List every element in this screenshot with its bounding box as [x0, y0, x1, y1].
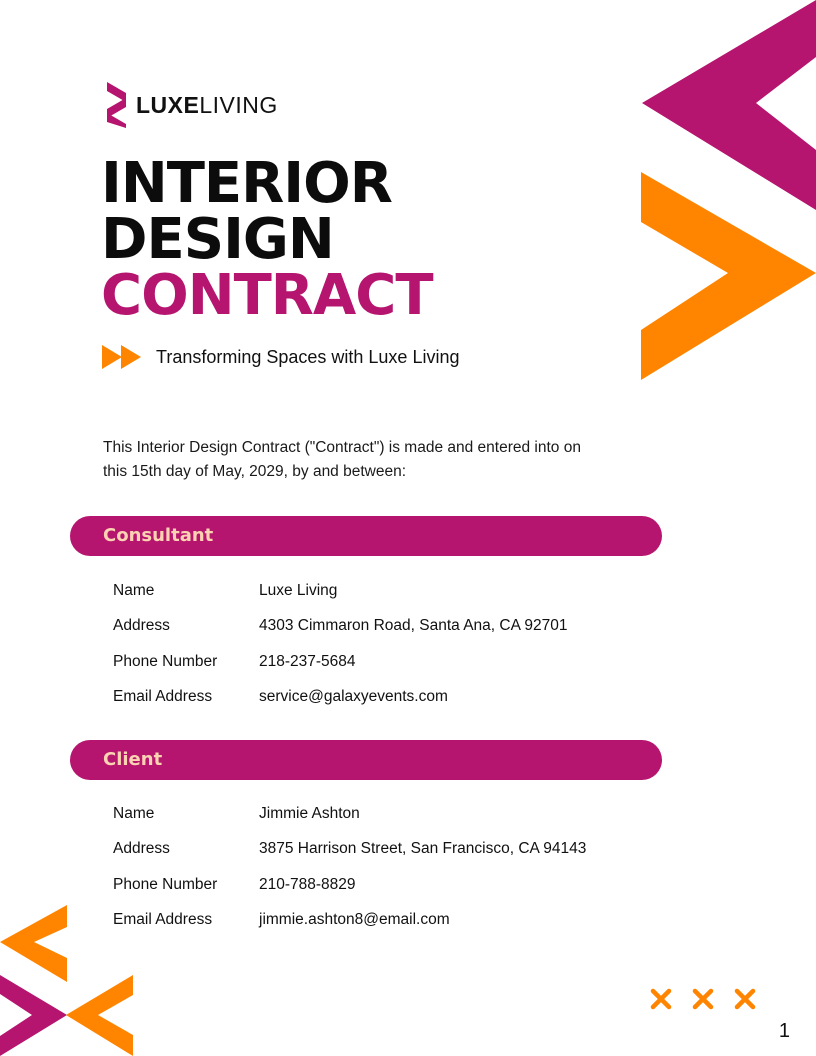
consultant-row-phone: [113, 644, 673, 680]
page-number: 1: [778, 1020, 790, 1042]
consultant-details: [113, 573, 673, 715]
consultant-section-header: [70, 516, 662, 556]
field-label: Address: [113, 840, 170, 858]
client-section-header: [70, 740, 662, 780]
field-value: Jimmie Ashton: [259, 804, 360, 822]
x-mark-icon: [653, 991, 669, 1007]
consultant-row-email: [113, 680, 673, 716]
client-row-phone: [113, 867, 673, 903]
intro-paragraph: This Interior Design Contract ("Contract") is made and entered into on this 15th day of May, 2029, by and between:: [103, 439, 581, 480]
decorative-x-marks: [648, 986, 760, 1012]
client-row-address: [113, 832, 673, 868]
consultant-row-address: [113, 609, 673, 645]
orange-chevron-shape: [0, 905, 67, 982]
orange-chevron-shape: [641, 172, 816, 380]
document-title: [101, 151, 433, 328]
logo-mark-icon: [104, 82, 128, 128]
field-value: Luxe Living: [259, 581, 338, 599]
magenta-chevron-shape: [0, 975, 67, 1056]
brand-name: [136, 91, 278, 118]
field-label: Name: [113, 581, 155, 599]
title-line-2: DESIGN: [101, 207, 334, 272]
field-label: Name: [113, 804, 155, 822]
x-mark-icon: [695, 991, 711, 1007]
magenta-chevron-shape: [642, 0, 816, 210]
title-line-3: CONTRACT: [101, 263, 433, 328]
client-row-name: [113, 796, 673, 832]
tagline-text: Transforming Spaces with Luxe Living: [156, 346, 460, 367]
client-heading: Client: [103, 749, 163, 770]
double-arrow-icon: [102, 345, 142, 369]
decorative-chevrons-top-right: [636, 0, 816, 385]
x-mark-icon: [737, 991, 753, 1007]
consultant-heading: Consultant: [103, 525, 214, 546]
field-label: Phone Number: [113, 652, 218, 670]
client-row-email: [113, 903, 673, 939]
field-label: Email Address: [113, 911, 213, 929]
tagline: [102, 345, 459, 369]
field-label: Phone Number: [113, 875, 218, 893]
field-value: service@galaxyevents.com: [259, 688, 448, 706]
field-label: Address: [113, 617, 170, 635]
consultant-row-name: [113, 573, 673, 609]
brand-name-bold: LUXE: [136, 91, 200, 118]
field-value: 218-237-5684: [259, 652, 356, 670]
field-value: 4303 Cimmaron Road, Santa Ana, CA 92701: [259, 617, 568, 635]
field-value: jimmie.ashton8@email.com: [259, 911, 450, 929]
field-value: 3875 Harrison Street, San Francisco, CA 94143: [259, 840, 587, 858]
brand-logo: [104, 82, 278, 128]
brand-name-light: LIVING: [199, 91, 278, 118]
field-label: Email Address: [113, 688, 213, 706]
orange-chevron-shape: [66, 975, 133, 1056]
field-value: 210-788-8829: [259, 875, 356, 893]
client-details: [113, 796, 673, 938]
title-line-1: INTERIOR: [101, 151, 392, 216]
